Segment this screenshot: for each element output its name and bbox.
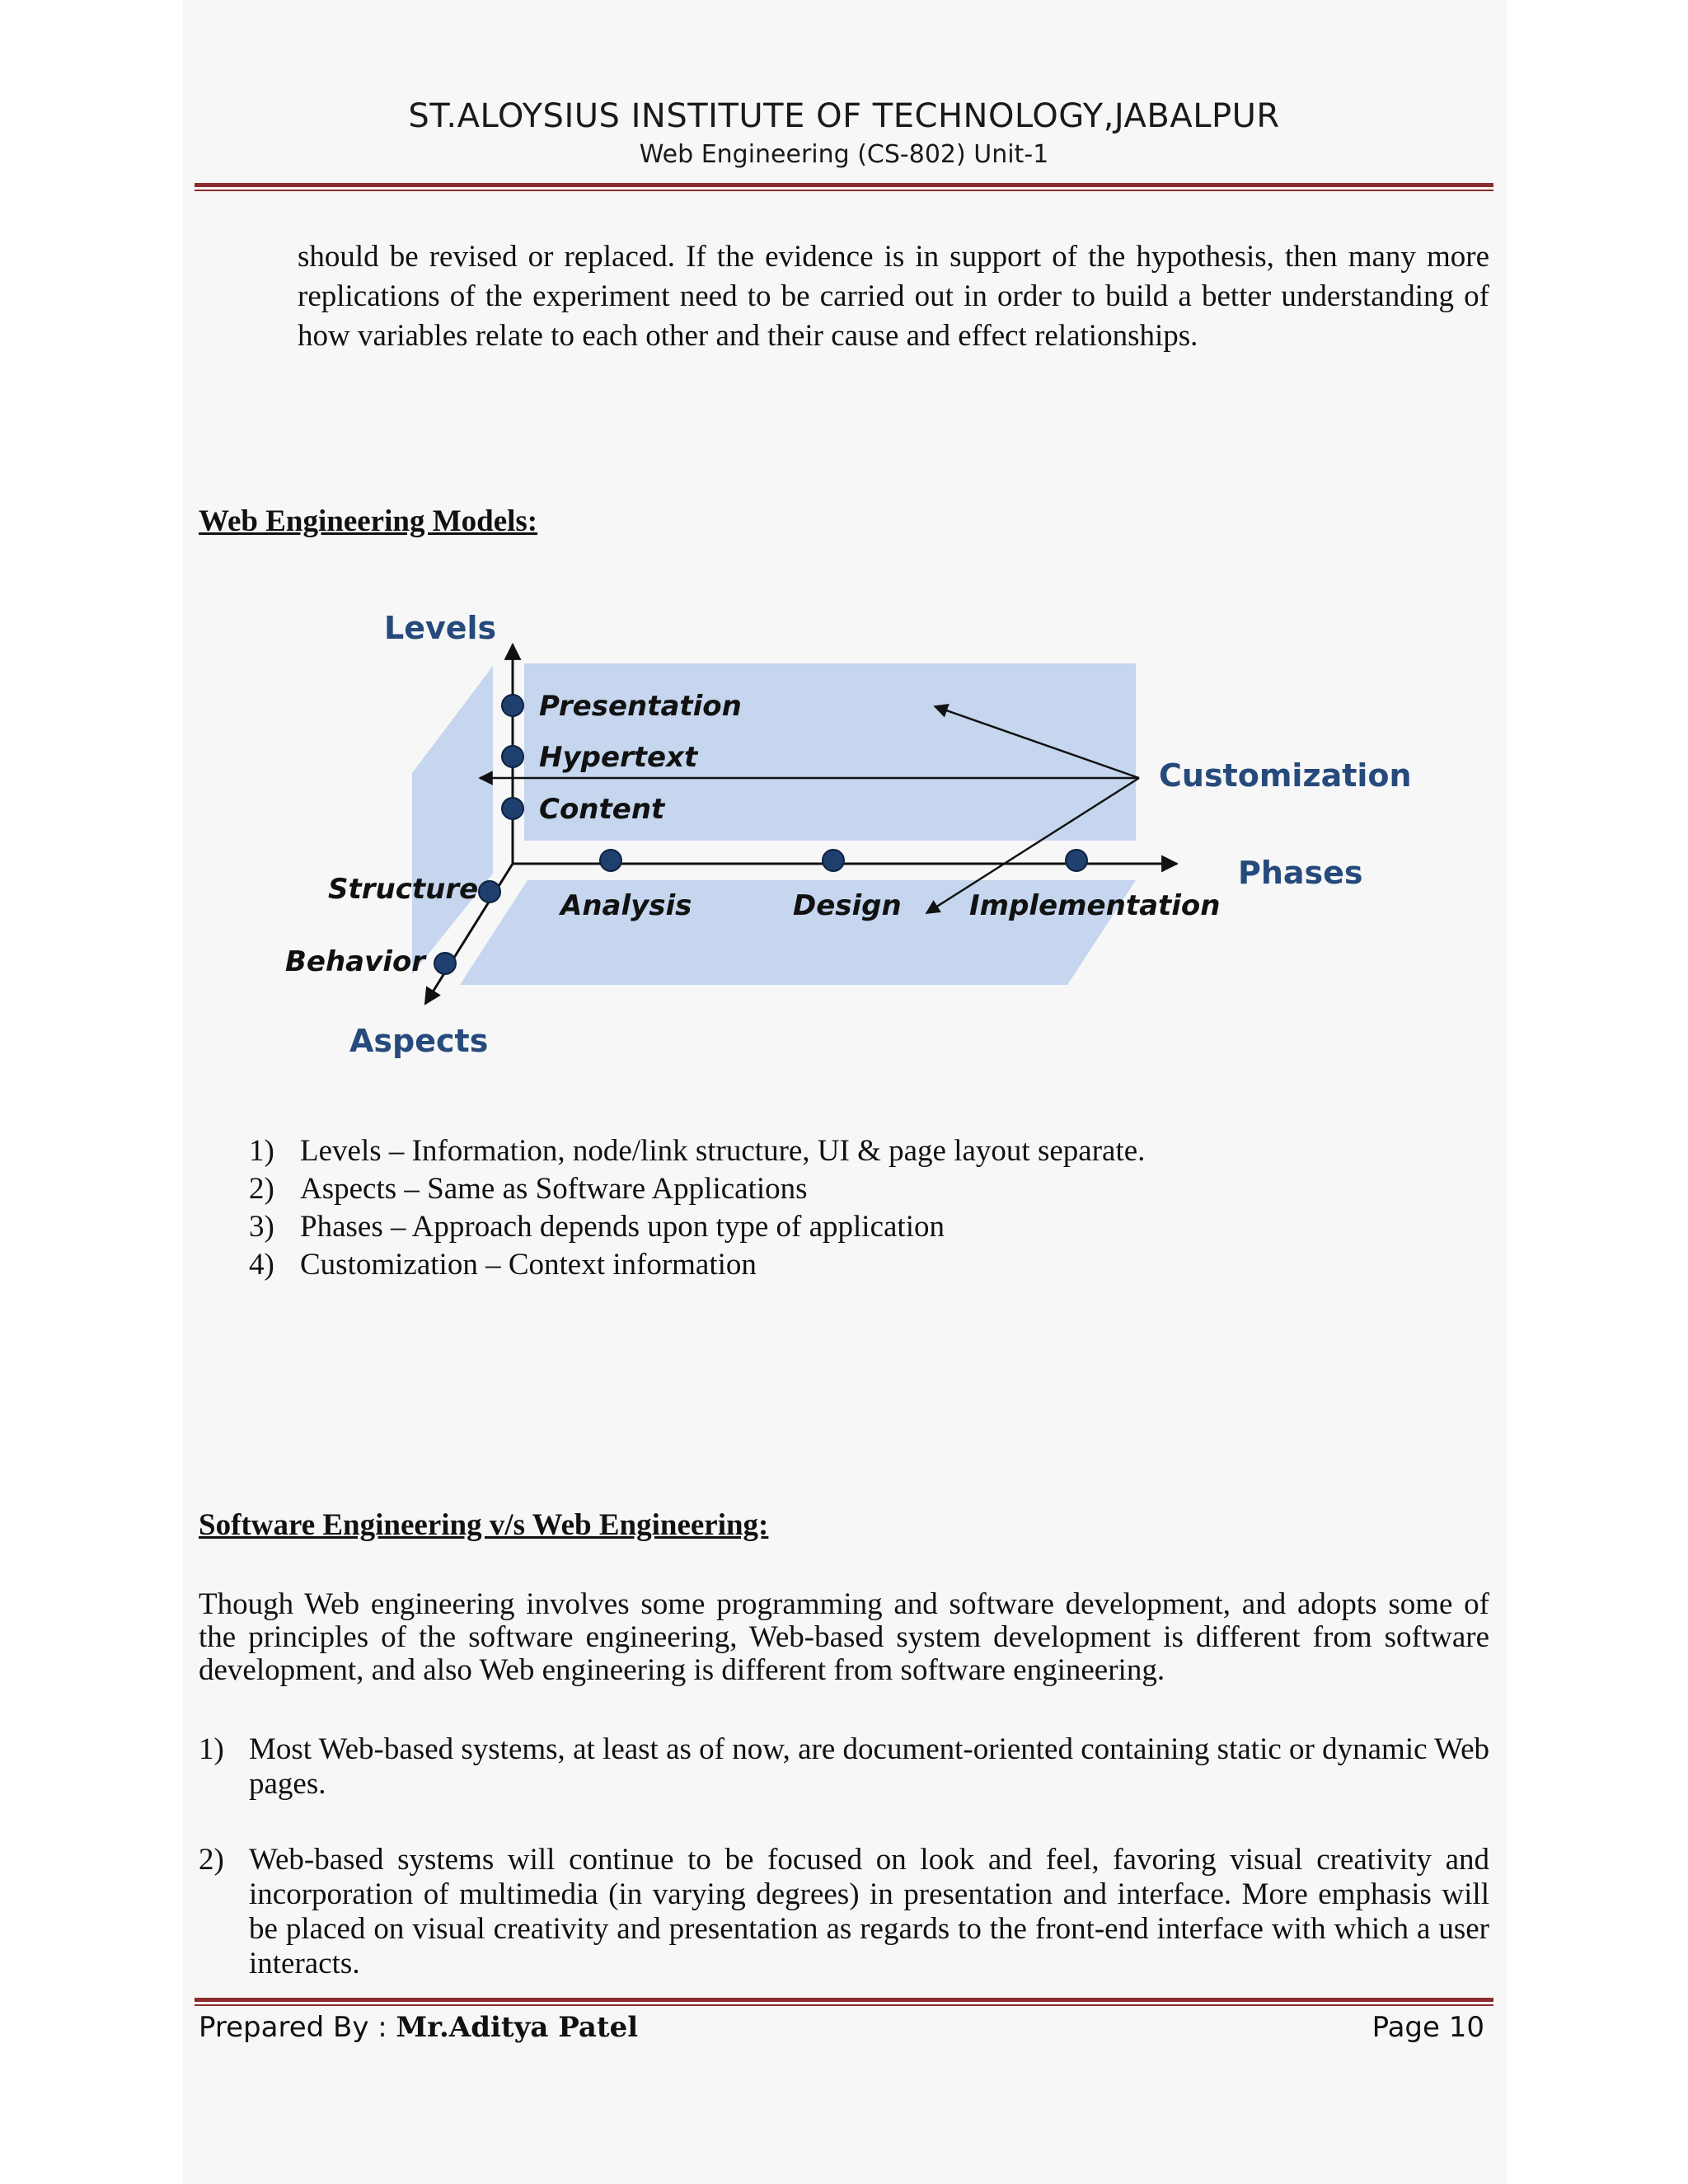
phase-dot-analysis [600,850,621,871]
aspect-label-behavior: Behavior [285,945,426,978]
models-list [249,1132,1145,1284]
aspect-dot-behavior [434,953,456,974]
institute-name: ST.ALOYSIUS INSTITUTE OF TECHNOLOGY,JABALPUR [408,97,1280,135]
aspects-plane [412,666,493,974]
list-item-text: Phases – Approach depends upon type of application [300,1210,945,1244]
list-item-number: 1) [249,1134,274,1168]
comparison-point [199,1843,1489,1981]
course-subtitle: Web Engineering (CS-802) Unit-1 [639,140,1049,169]
phase-dot-implementation [1066,850,1087,871]
phase-label-analysis: Analysis [560,889,692,922]
list-item-number: 4) [249,1248,274,1282]
prepared-label: Prepared By : [199,2011,387,2044]
page-footer [199,2011,1484,2044]
list-item-text: Levels – Information, node/link structure, UI & page layout separate. [300,1134,1146,1168]
author-name: Mr.Aditya Patel [396,2011,639,2044]
point-number: 1) [199,1732,224,1766]
axis-label-phases: Phases [1238,855,1363,891]
list-item-number: 3) [249,1210,274,1244]
intro-paragraph: should be revised or replaced. If the evidence is in support of the hypothesis, then many more replications of the experiment need to be carried out in order to build a better understanding of how variables relate to each other and their cause and effect relationships. [298,240,1489,353]
list-item [249,1208,1145,1246]
phase-dot-design [823,850,844,871]
aspect-dot-structure [479,881,500,902]
axis-label-aspects: Aspects [349,1023,489,1059]
point-text: Most Web-based systems, at least as of now, are document-oriented containing static or dynamic Web pages. [249,1732,1489,1801]
comparison-paragraph: Though Web engineering involves some programming and software development, and adopts some of the principles of the software engineering, Web-based system development is different from software development, and also Web engineering is different from software engineering. [199,1587,1489,1687]
level-dot-presentation [502,695,523,716]
list-item [249,1132,1145,1170]
label-customization: Customization [1159,757,1412,794]
page-header [0,97,1688,169]
prepared-by [199,2011,638,2044]
level-dot-content [502,798,523,819]
list-item-text: Customization – Context information [300,1248,757,1282]
axis-label-levels: Levels [384,610,497,646]
list-item [249,1170,1145,1208]
aspect-label-structure: Structure [328,873,479,906]
phase-label-implementation: Implementation [969,889,1221,922]
phase-label-design: Design [793,889,902,922]
section-heading-models: Web Engineering Models: [199,504,538,538]
point-text: Web-based systems will continue to be focused on look and feel, favoring visual creativity and incorporation of multimedia (in varying degrees) in presentation and interface. More emphasis will be placed on visual creativity and presentation as regards to the front-end interface with which a user interacts. [249,1843,1489,1980]
list-item [249,1246,1145,1284]
level-dot-hypertext [502,746,523,767]
list-item-number: 2) [249,1172,274,1206]
level-label-content: Content [539,793,665,826]
section-heading-comparison: Software Engineering v/s Web Engineering: [199,1508,769,1542]
header-rule [195,183,1493,191]
list-item-text: Aspects – Same as Software Applications [300,1172,808,1206]
point-number: 2) [199,1843,224,1877]
footer-rule [195,1998,1493,2006]
page-number: Page 10 [1372,2011,1484,2044]
web-engineering-models-diagram [264,602,1459,1080]
level-label-presentation: Presentation [539,690,742,723]
comparison-point [199,1732,1489,1802]
level-label-hypertext: Hypertext [539,741,698,774]
